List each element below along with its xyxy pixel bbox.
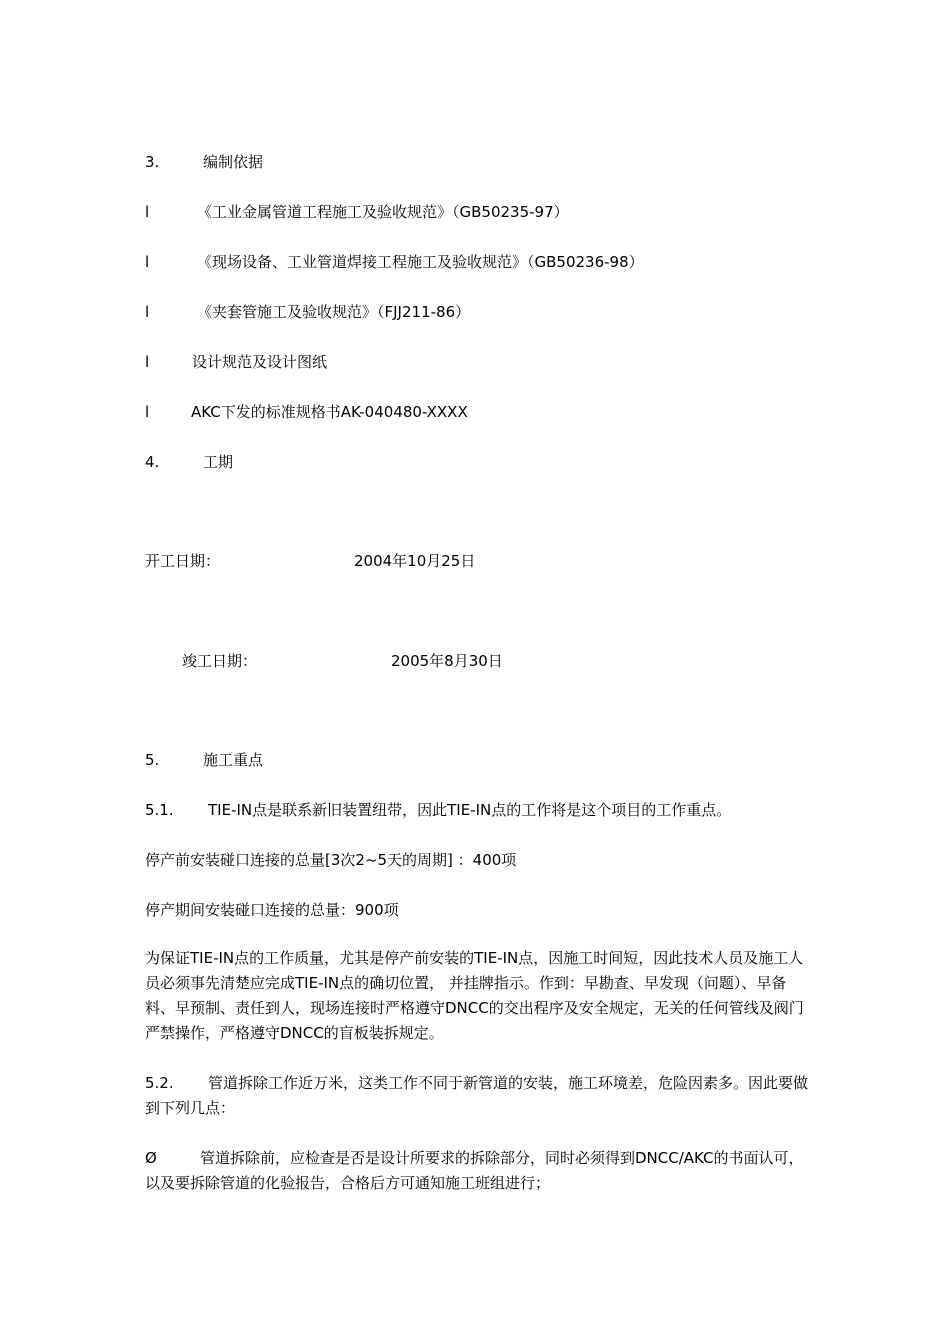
demolition-item (145, 1146, 815, 1196)
start-date-label: 开工日期： (145, 552, 221, 570)
start-date-value: 2004年10月25日 (354, 552, 476, 570)
start-date-row (145, 551, 475, 571)
end-date-label: 竣工日期： (182, 652, 258, 670)
section-number: 5. (145, 751, 160, 769)
section-title: 工期 (203, 453, 234, 471)
section-4-heading (145, 452, 233, 472)
subsection-5-1 (145, 800, 731, 820)
reference-text: 设计规范及设计图纸 (192, 353, 328, 371)
pre-shutdown-total: 停产前安装碰口连接的总量[3次2~5天的周期] ：400项 (145, 851, 517, 869)
section-3-heading (145, 152, 263, 172)
section-number: 4. (145, 453, 160, 471)
section-5-heading (145, 750, 263, 770)
section-title: 施工重点 (203, 751, 264, 769)
shutdown-total: 停产期间安装碰口连接的总量：900项 (145, 901, 399, 919)
end-date-row (182, 651, 503, 671)
reference-text: 《工业金属管道工程施工及验收规范》（GB50235-97） (197, 203, 569, 221)
reference-item (145, 202, 569, 222)
bullet: l (145, 353, 150, 371)
subsection-5-2 (145, 1071, 815, 1121)
reference-text: 《现场设备、工业管道焊接工程施工及验收规范》（GB50236-98） (197, 253, 644, 271)
reference-item (145, 352, 327, 372)
subsection-number: 5.1. (145, 801, 174, 819)
item-text: 管道拆除前，应检查是否是设计所要求的拆除部分，同时必须得到DNCC/AKC的书面认可，以及要拆除管道的化验报告，合格后方可通知施工班组进行； (145, 1149, 804, 1192)
subsection-text: TIE-IN点是联系新旧装置纽带，因此TIE-IN点的工作将是这个项目的工作重点。 (208, 801, 732, 819)
reference-text: 《夹套管施工及验收规范》（FJJ211-86） (197, 303, 471, 321)
reference-item (145, 252, 644, 272)
section-title: 编制依据 (203, 153, 264, 171)
subsection-number: 5.2. (145, 1074, 174, 1092)
bullet: l (145, 253, 150, 271)
bullet: Ø (145, 1149, 157, 1167)
bullet: l (145, 403, 150, 421)
bullet: l (145, 203, 150, 221)
end-date-value: 2005年8月30日 (391, 652, 503, 670)
subsection-text: 管道拆除工作近万米，这类工作不同于新管道的安装，施工环境差，危险因素多。因此要做到下列几点： (145, 1074, 809, 1117)
reference-item (145, 402, 468, 422)
bullet: l (145, 303, 150, 321)
section-number: 3. (145, 153, 160, 171)
reference-text: AKC下发的标准规格书AK-040480-XXXX (191, 403, 468, 421)
reference-item (145, 302, 470, 322)
tie-in-quality-paragraph: 为保证TIE-IN点的工作质量，尤其是停产前安装的TIE-IN点，因施工时间短，因此技术人员及施工人员必须事先清楚应完成TIE-IN点的确切位置， 并挂牌指示。作到：早勘查、早发现（问题）、早备料、早预制、责任到人，现场连接时严格遵守DNCC的交出程序及安全规定，无关的任何管线及阀门严禁操作，严格遵守DNCC的盲板装拆规定。 (145, 949, 804, 1042)
